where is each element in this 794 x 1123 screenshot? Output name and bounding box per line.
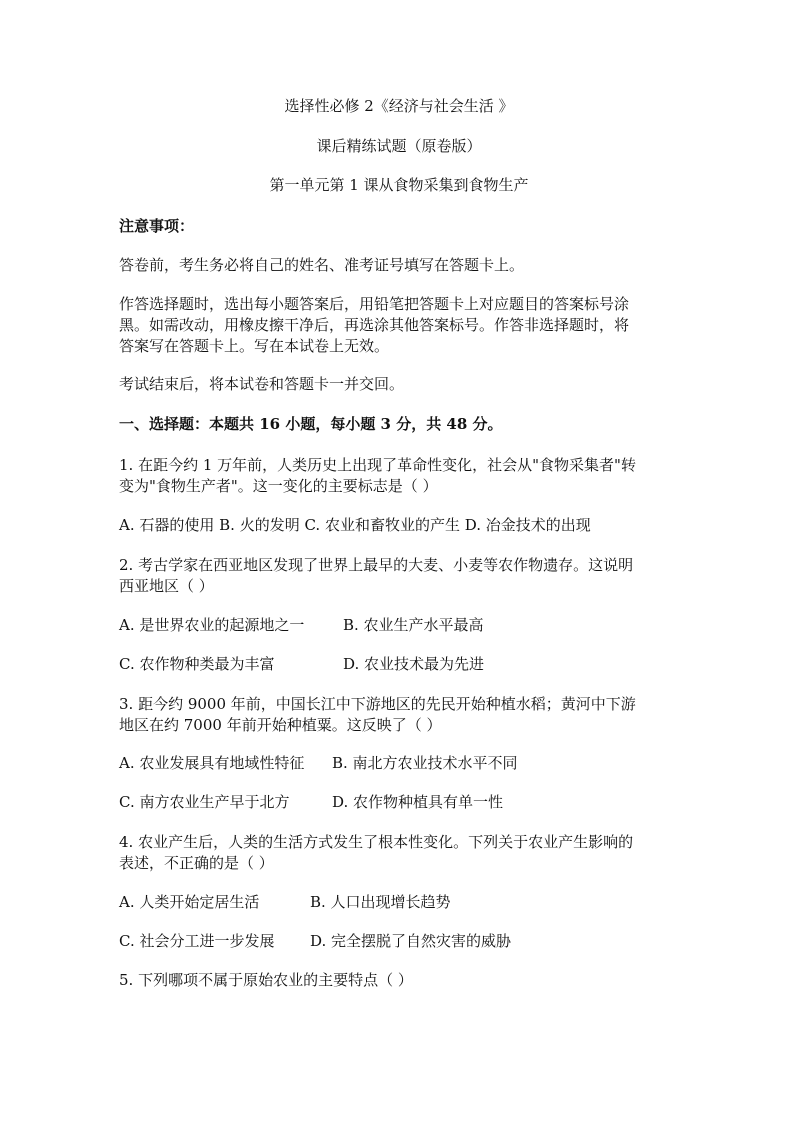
question-4-option-a: A. 人类开始定居生活 (119, 893, 260, 911)
question-1-stem-line-1: 1. 在距今约 1 万年前，人类历史上出现了革命性变化，社会从"食物采集者"转 (119, 456, 636, 474)
notice-item-2-line-1: 作答选择题时，选出每小题答案后，用铅笔把答题卡上对应题目的答案标号涂 (119, 295, 630, 313)
question-3-stem-line-1: 3. 距今约 9000 年前，中国长江中下游地区的先民开始种植水稻；黄河中下游 (119, 695, 636, 713)
question-2-stem-line-2: 西亚地区（ ） (119, 577, 214, 595)
notice-item-3: 考试结束后，将本试卷和答题卡一并交回。 (119, 375, 405, 393)
question-3-option-d: D. 农作物种植具有单一性 (332, 793, 504, 811)
document-subtitle: 课后精练试题（原卷版） (316, 137, 482, 155)
question-2-option-c: C. 农作物种类最为丰富 (119, 655, 275, 673)
notice-item-2-line-2: 黑。如需改动，用橡皮擦干净后，再选涂其他答案标号。作答非选择题时，将 (119, 316, 630, 334)
question-3-option-a: A. 农业发展具有地域性特征 (119, 754, 305, 772)
document-title: 选择性必修 2《经济与社会生活 》 (284, 97, 514, 115)
notice-item-1: 答卷前，考生务必将自己的姓名、准考证号填写在答题卡上。 (119, 256, 525, 274)
question-4-stem-line-1: 4. 农业产生后，人类的生活方式发生了根本性变化。下列关于农业产生影响的 (119, 833, 634, 851)
question-5-stem-line-1: 5. 下列哪项不属于原始农业的主要特点（ ） (119, 971, 413, 989)
document-page (119, 0, 679, 1123)
question-4-option-c: C. 社会分工进一步发展 (119, 932, 275, 950)
section-heading: 一、选择题：本题共 16 小题，每小题 3 分，共 48 分。 (119, 415, 503, 433)
question-4-option-b: B. 人口出现增长趋势 (310, 893, 451, 911)
lesson-title: 第一单元第 1 课从食物采集到食物生产 (269, 176, 529, 194)
question-1-options: A. 石器的使用 B. 火的发明 C. 农业和畜牧业的产生 D. 冶金技术的出现 (119, 516, 591, 534)
notice-heading: 注意事项： (119, 217, 195, 235)
question-3-option-c: C. 南方农业生产早于北方 (119, 793, 290, 811)
question-2-option-b: B. 农业生产水平最高 (343, 616, 484, 634)
question-2-option-d: D. 农业技术最为先进 (343, 655, 485, 673)
question-4-option-d: D. 完全摆脱了自然灾害的威胁 (310, 932, 512, 950)
question-2-stem-line-1: 2. 考古学家在西亚地区发现了世界上最早的大麦、小麦等农作物遗存。这说明 (119, 556, 634, 574)
question-1-stem-line-2: 变为"食物生产者"。这一变化的主要标志是（ ） (119, 477, 438, 495)
question-4-stem-line-2: 表述，不正确的是（ ） (119, 854, 274, 872)
notice-item-2-line-3: 答案写在答题卡上。写在本试卷上无效。 (119, 337, 390, 355)
question-2-option-a: A. 是世界农业的起源地之一 (119, 616, 305, 634)
question-3-option-b: B. 南北方农业技术水平不同 (332, 754, 518, 772)
question-3-stem-line-2: 地区在约 7000 年前开始种植粟。这反映了（ ） (119, 716, 442, 734)
